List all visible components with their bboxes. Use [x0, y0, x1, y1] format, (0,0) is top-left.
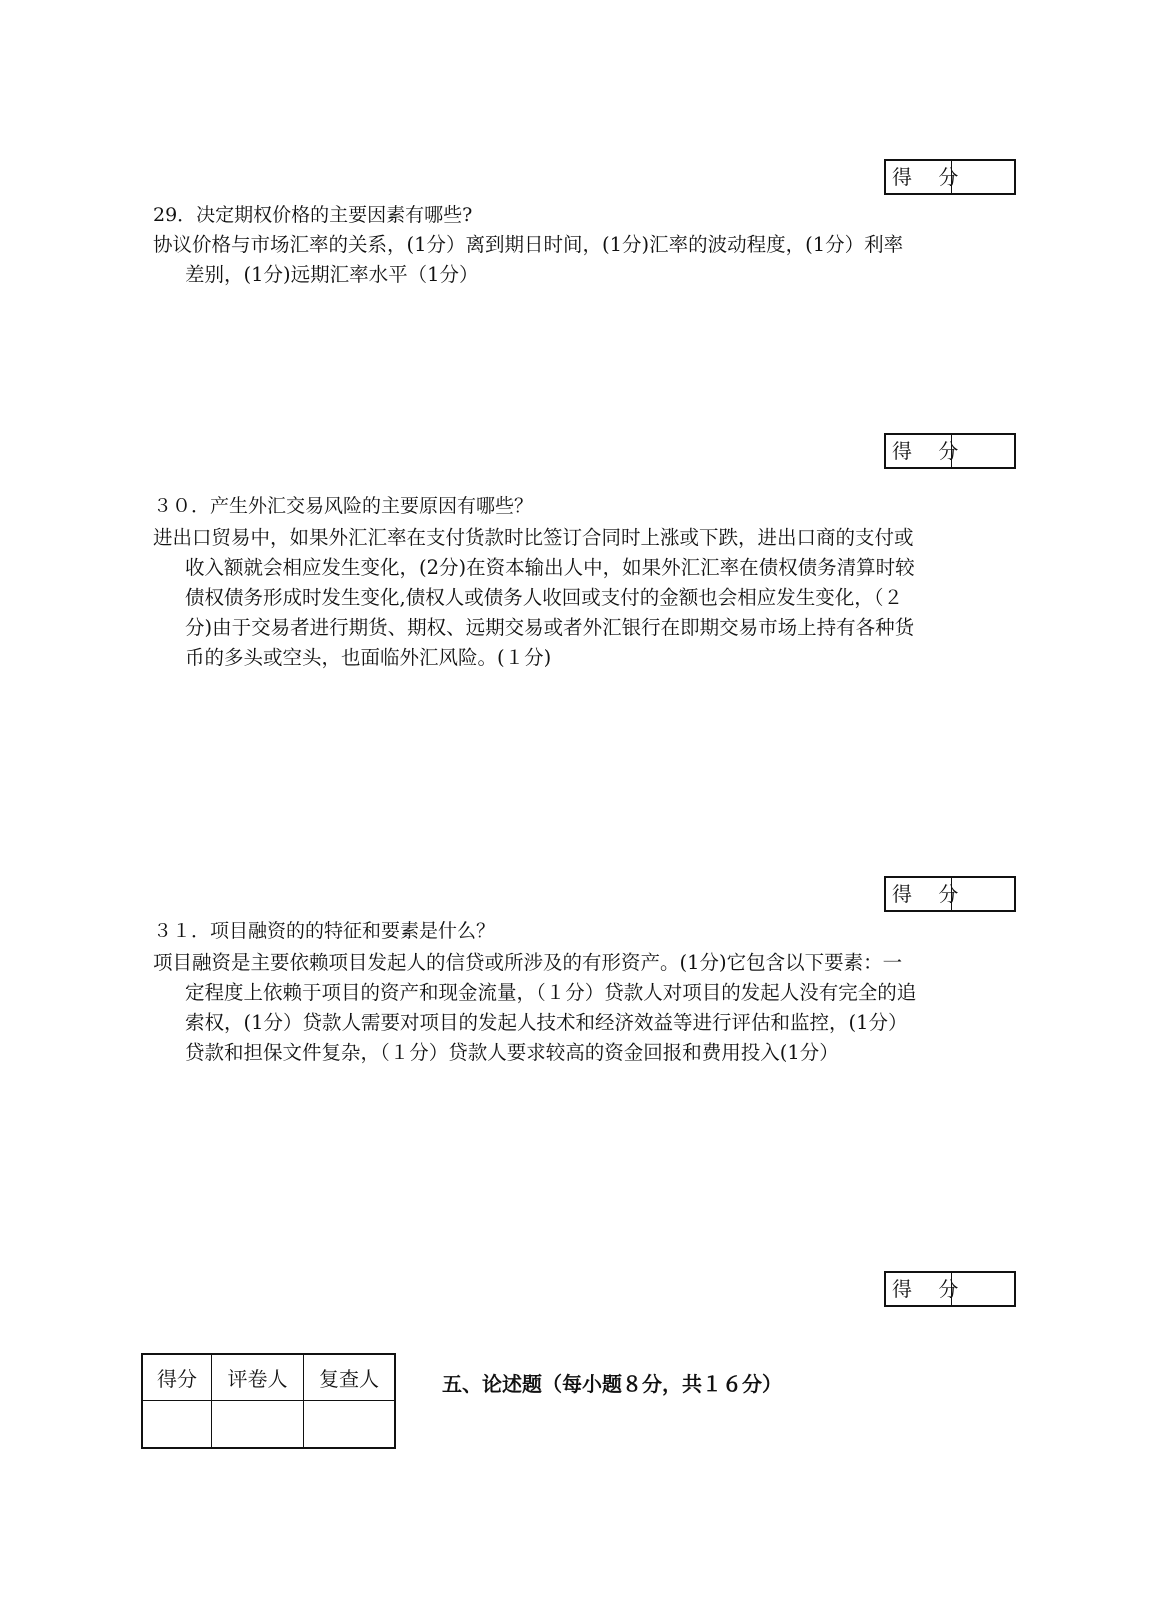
question-29-title: 29．决定期权价格的主要因素有哪些? [153, 204, 473, 226]
score-value[interactable] [952, 878, 1014, 910]
score-label: 得 分 [886, 161, 952, 193]
score-value[interactable] [952, 161, 1014, 193]
score-box-4 [884, 1271, 1016, 1307]
answer-line: 差别，(1分)远期汇率水平（1分） [185, 263, 479, 286]
reviewer-cell[interactable] [304, 1401, 396, 1449]
score-box-3 [884, 876, 1016, 912]
header-reviewer: 复查人 [304, 1354, 396, 1401]
question-29-answer [153, 230, 1013, 290]
answer-line: 索权，(1分）贷款人需要对项目的发起人技术和经济效益等进行评估和监控，(1分） [185, 1011, 908, 1034]
answer-line: 债权债务形成时发生变化,债权人或债务人收回或支付的金额也会相应发生变化，（２ [185, 586, 903, 609]
answer-line: 收入额就会相应发生变化，(2分)在资本输出人中，如果外汇汇率在债权债务清算时较 [185, 556, 915, 579]
answer-line: 项目融资是主要依赖项目发起人的信贷或所涉及的有形资产。(1分)它包含以下要素：一 [153, 951, 903, 974]
header-score: 得分 [142, 1354, 212, 1401]
answer-line: 分)由于交易者进行期货、期权、远期交易或者外汇银行在即期交易市场上持有各种货 [185, 616, 915, 639]
score-cell[interactable] [142, 1401, 212, 1449]
question-30-title: ３０．产生外汇交易风险的主要原因有哪些？ [153, 495, 534, 517]
score-label: 得 分 [886, 1273, 952, 1305]
answer-line: 协议价格与市场汇率的关系，(1分）离到期日时间，(1分)汇率的波动程度，(1分）利率 [153, 233, 904, 256]
score-box-2 [884, 433, 1016, 469]
grader-cell[interactable] [212, 1401, 304, 1449]
grader-table [141, 1353, 396, 1449]
answer-line: 进出口贸易中，如果外汇汇率在支付货款时比签订合同时上涨或下跌，进出口商的支付或 [153, 526, 914, 549]
answer-line: 定程度上依赖于项目的资产和现金流量，（１分）贷款人对项目的发起人没有完全的追 [185, 981, 917, 1004]
score-value[interactable] [952, 435, 1014, 467]
score-box-1 [884, 159, 1016, 195]
section-title: 五、论述题（每小题８分，共１６分） [442, 1372, 782, 1396]
header-grader: 评卷人 [212, 1354, 304, 1401]
question-31-title: ３１．项目融资的的特征和要素是什么？ [153, 920, 496, 942]
question-30-answer [153, 523, 1013, 673]
answer-line: 币的多头或空头，也面临外汇风险。(１分) [185, 646, 552, 669]
score-value[interactable] [952, 1273, 1014, 1305]
score-label: 得 分 [886, 878, 952, 910]
question-31-answer [153, 948, 1013, 1068]
score-label: 得 分 [886, 435, 952, 467]
answer-line: 贷款和担保文件复杂，（１分）贷款人要求较高的资金回报和费用投入(1分） [185, 1041, 839, 1064]
